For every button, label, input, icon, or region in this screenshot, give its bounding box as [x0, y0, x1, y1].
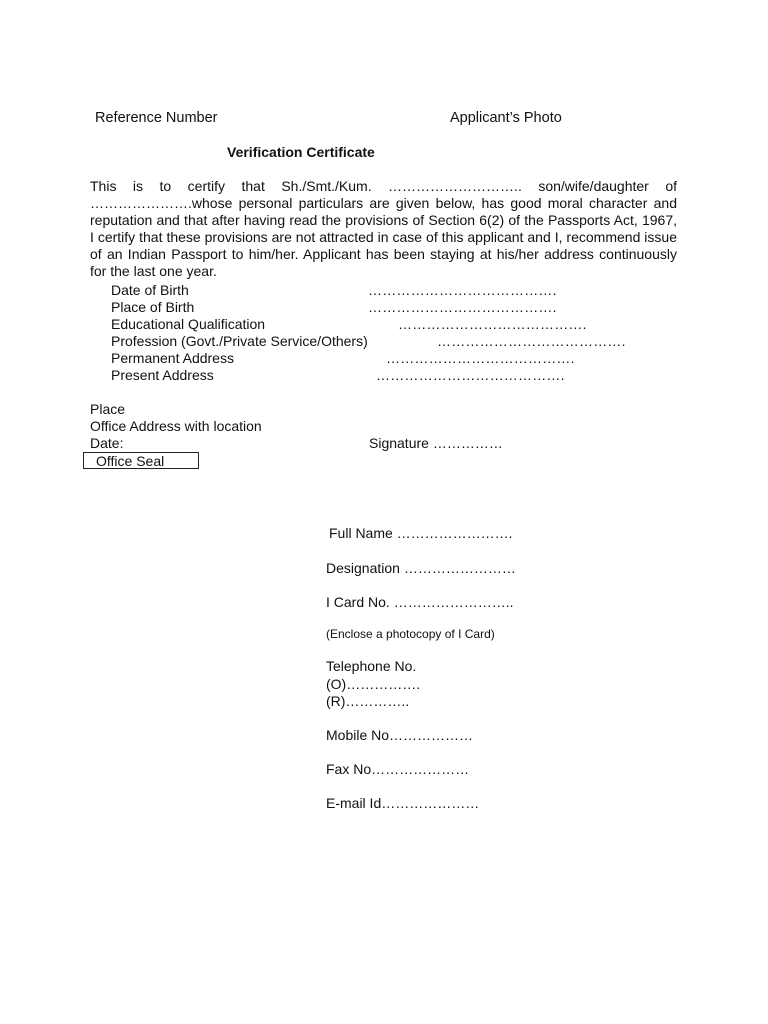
date-label: Date:: [90, 435, 124, 451]
office-seal-box: Office Seal: [83, 452, 199, 469]
mobile-number-line: Mobile No………………: [326, 727, 474, 743]
permanent-address-label: Permanent Address: [111, 350, 234, 366]
profession-dots: ………………………………….: [437, 333, 626, 349]
present-address-dots: ………………………………….: [376, 367, 565, 383]
certification-paragraph: This is to certify that Sh./Smt./Kum. ……………………….. son/wife/daughter of ………………….whose personal particulars are given below, has good moral character and reputation and that after having read the provisions of Section 6(2) of the Passports Act, 1967, I certify that these provisions are not attracted in case of this applicant and I, recommend issue of an Indian Passport to him/her. Applicant has been staying at his/her address continuously for the last one year.: [90, 178, 677, 279]
document-title: Verification Certificate: [227, 144, 375, 160]
date-of-birth-dots: ………………………………….: [368, 282, 557, 298]
signature-line: Signature ……………: [369, 435, 503, 451]
telephone-residence-line: (R)…………..: [326, 693, 410, 709]
telephone-office-line: (O)…………….: [326, 676, 421, 692]
educational-qualification-dots: ………………………………….: [398, 316, 587, 332]
present-address-label: Present Address: [111, 367, 214, 383]
permanent-address-dots: ………………………………….: [386, 350, 575, 366]
place-label: Place: [90, 401, 126, 417]
fax-number-line: Fax No…………………: [326, 761, 470, 777]
reference-number-label: Reference Number: [95, 110, 218, 126]
full-name-line: Full Name …………………….: [329, 525, 513, 541]
date-of-birth-label: Date of Birth: [111, 282, 189, 298]
profession-label: Profession (Govt./Private Service/Others): [111, 333, 368, 349]
educational-qualification-label: Educational Qualification: [111, 316, 266, 332]
place-of-birth-label: Place of Birth: [111, 299, 195, 315]
office-address-label: Office Address with location: [90, 418, 262, 434]
designation-line: Designation ……………………: [326, 560, 516, 576]
telephone-label: Telephone No.: [326, 658, 417, 674]
icard-number-line: I Card No. ……………………..: [326, 594, 514, 610]
applicant-photo-label: Applicant’s Photo: [450, 110, 562, 126]
place-of-birth-dots: ………………………………….: [368, 299, 557, 315]
email-line: E-mail Id…………………: [326, 795, 480, 811]
icard-note: (Enclose a photocopy of I Card): [326, 627, 495, 641]
